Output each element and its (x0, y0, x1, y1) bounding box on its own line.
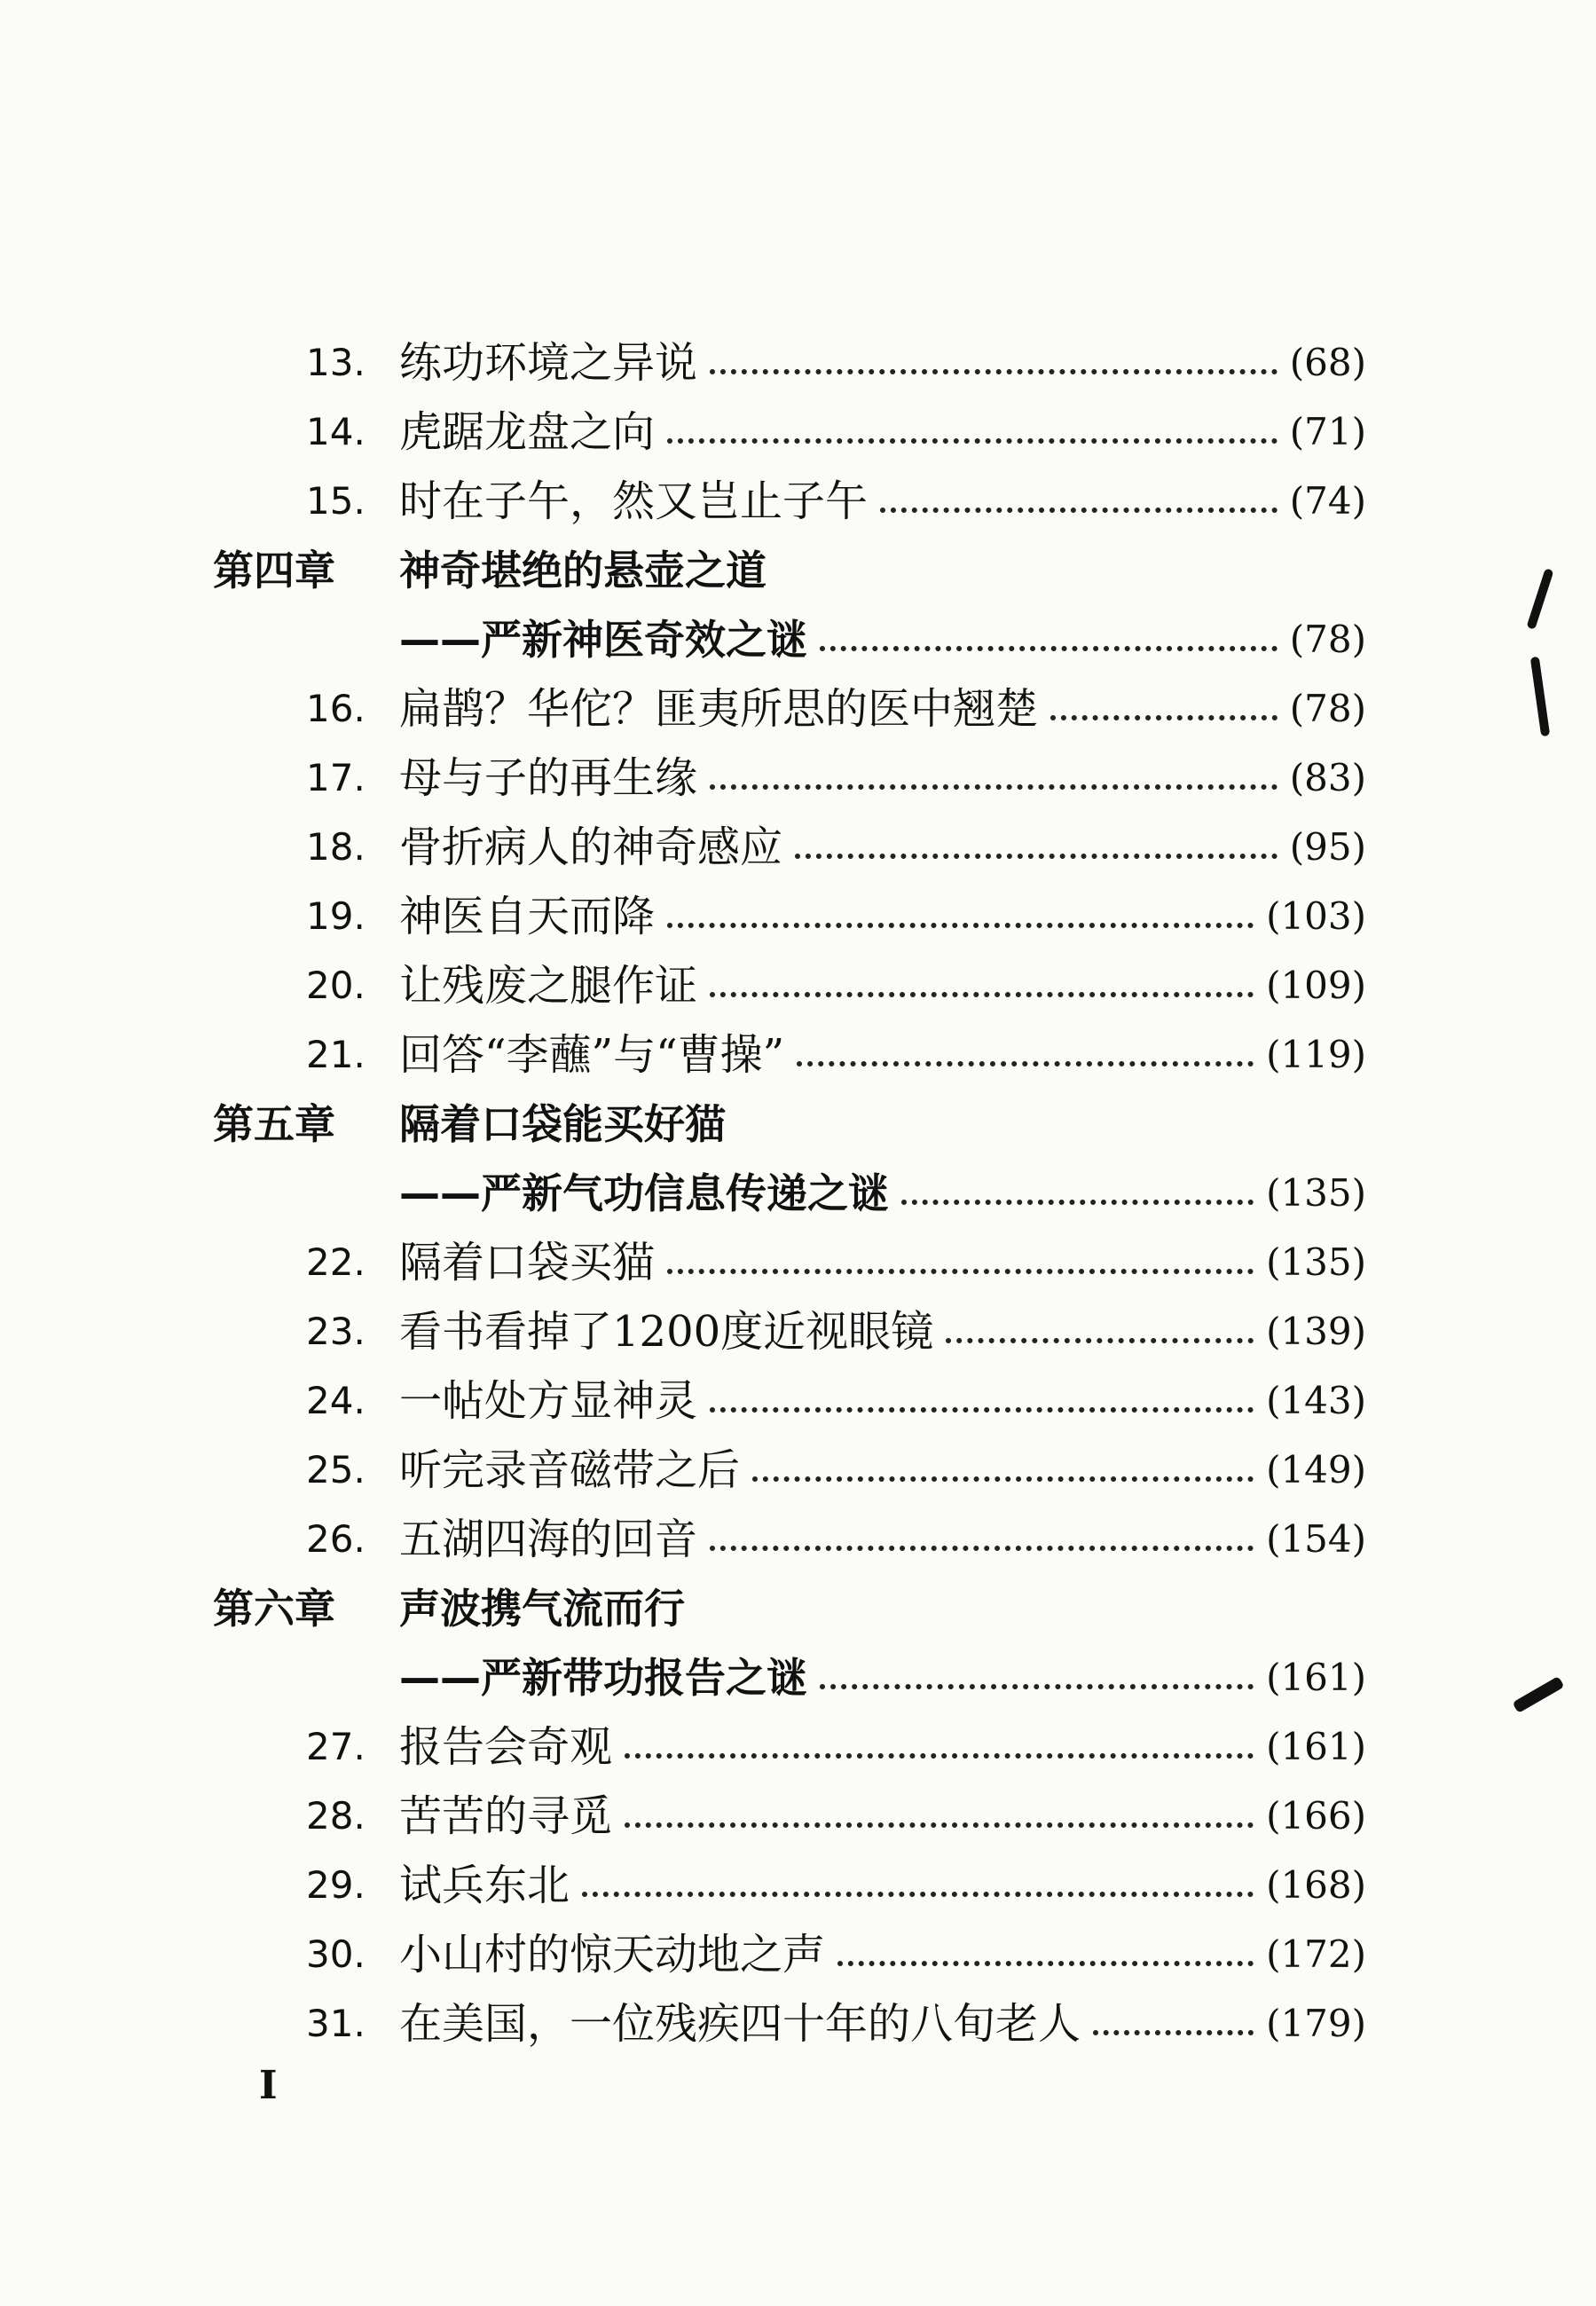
page-number: (168) (1266, 1863, 1366, 1907)
chapter-label: 第六章 (213, 1585, 335, 1633)
entry-number: 28. (306, 1794, 366, 1838)
entry-number: 15. (306, 479, 366, 523)
entry-number: 20. (306, 964, 366, 1007)
entry-number: 26. (306, 1517, 366, 1561)
toc-entry (213, 467, 1366, 536)
entry-title: 时在子午，然又岂止子午 (399, 476, 869, 526)
page-number: (172) (1266, 1932, 1366, 1976)
chapter-subtitle: ——严新带功报告之谜 (399, 1654, 807, 1702)
dot-leader (1093, 2023, 1254, 2035)
entry-title-line (399, 1090, 1366, 1159)
dot-leader (667, 431, 1278, 444)
entry-title-line (399, 1643, 1366, 1712)
toc-entry (213, 1505, 1366, 1574)
entry-title-line (399, 1920, 1366, 1989)
page-number: (74) (1289, 479, 1366, 523)
entry-title-line (399, 1782, 1366, 1851)
entry-title-line (399, 397, 1366, 467)
page-number: (166) (1266, 1794, 1366, 1838)
entry-number: 27. (306, 1725, 366, 1768)
dot-leader (946, 1331, 1254, 1343)
dot-leader (837, 1954, 1254, 1966)
entry-title: 试兵东北 (399, 1861, 570, 1910)
toc-entry (213, 1436, 1366, 1505)
dot-leader (797, 1054, 1254, 1066)
entry-title-line (399, 1228, 1366, 1297)
entry-title: 报告会奇观 (399, 1722, 613, 1772)
page-number: (135) (1266, 1171, 1366, 1215)
toc-chapter-heading (213, 536, 1366, 605)
entry-title-line (399, 1574, 1366, 1643)
toc-entry (213, 813, 1366, 882)
dot-leader (625, 1746, 1254, 1759)
scan-edge-mark (1530, 657, 1550, 737)
entry-title: 神医自天而降 (399, 892, 656, 941)
entry-title-line (399, 605, 1366, 674)
toc-entry (213, 1782, 1366, 1851)
entry-number: 29. (306, 1863, 366, 1907)
entry-title: 五湖四海的回音 (399, 1515, 698, 1564)
chapter-title: 隔着口袋能买好猫 (399, 1100, 726, 1148)
dot-leader (667, 916, 1254, 928)
entry-number: 23. (306, 1310, 366, 1353)
dot-leader (667, 1262, 1254, 1274)
page-number: (179) (1266, 2002, 1366, 2045)
toc-chapter-subtitle (213, 1643, 1366, 1712)
page-number: (135) (1266, 1240, 1366, 1284)
dot-leader (820, 1677, 1254, 1689)
scan-edge-mark (1513, 1676, 1565, 1713)
entry-title: 看书看掉了1200度近视眼镜 (399, 1307, 934, 1357)
dot-leader (710, 777, 1278, 790)
entry-title: 扁鹊？华佗？匪夷所思的医中翘楚 (399, 684, 1039, 734)
entry-number: 30. (306, 1932, 366, 1976)
entry-number: 18. (306, 825, 366, 869)
entry-title: 一帖处方显神灵 (399, 1376, 698, 1426)
entry-title-line (399, 1436, 1366, 1505)
toc-chapter-subtitle (213, 1159, 1366, 1228)
chapter-title: 声波携气流而行 (399, 1585, 685, 1633)
toc-entry (213, 744, 1366, 813)
toc-entry (213, 1228, 1366, 1297)
chapter-label: 第四章 (213, 547, 335, 594)
page-number: (78) (1289, 687, 1366, 730)
toc-entry (213, 951, 1366, 1020)
toc-entry (213, 1851, 1366, 1920)
entry-title-line (399, 1297, 1366, 1366)
dot-leader (1050, 708, 1278, 720)
page-number: (161) (1266, 1725, 1366, 1768)
chapter-label: 第五章 (213, 1100, 335, 1148)
chapter-subtitle: ——严新气功信息传递之谜 (399, 1169, 889, 1217)
entry-number: 16. (306, 687, 366, 730)
entry-title: 小山村的惊天动地之声 (399, 1930, 826, 1979)
toc-entry (213, 674, 1366, 744)
entry-title-line (399, 1989, 1366, 2058)
entry-title: 在美国，一位残疾四十年的八旬老人 (399, 1999, 1081, 2049)
page-number: (78) (1289, 618, 1366, 661)
page-number: (143) (1266, 1379, 1366, 1422)
chapter-subtitle: ——严新神医奇效之谜 (399, 616, 807, 664)
dot-leader (795, 846, 1278, 859)
toc-entry (213, 882, 1366, 951)
entry-title-line (399, 328, 1366, 397)
entry-title-line (399, 467, 1366, 536)
toc-entry (213, 1366, 1366, 1436)
entry-title-line (399, 813, 1366, 882)
entry-number: 31. (306, 2002, 366, 2045)
entry-title-line (399, 1712, 1366, 1782)
entry-number: 14. (306, 410, 366, 453)
toc-chapter-subtitle (213, 605, 1366, 674)
entry-title: 虎踞龙盘之向 (399, 407, 656, 457)
dot-leader (901, 1192, 1254, 1205)
dot-leader (625, 1815, 1254, 1828)
page-number: (149) (1266, 1448, 1366, 1491)
chapter-title: 神奇堪绝的悬壶之道 (399, 547, 767, 594)
entry-number: 17. (306, 756, 366, 799)
entry-title-line (399, 1159, 1366, 1228)
page-number: (71) (1289, 410, 1366, 453)
entry-title: 让残废之腿作证 (399, 961, 698, 1011)
entry-number: 13. (306, 341, 366, 384)
page-number: (68) (1289, 341, 1366, 384)
entry-title-line (399, 1505, 1366, 1574)
entry-title-line (399, 951, 1366, 1020)
entry-title: 骨折病人的神奇感应 (399, 822, 783, 872)
entry-title-line (399, 882, 1366, 951)
entry-number: 25. (306, 1448, 366, 1491)
entry-number: 19. (306, 894, 366, 938)
page-number: (161) (1266, 1656, 1366, 1699)
toc-entry (213, 1297, 1366, 1366)
scan-edge-mark (1526, 568, 1553, 630)
entry-title-line (399, 744, 1366, 813)
entry-title-line (399, 1366, 1366, 1436)
dot-leader (710, 1400, 1254, 1413)
page-number: (103) (1266, 894, 1366, 938)
entry-number: 24. (306, 1379, 366, 1422)
toc-chapter-heading (213, 1574, 1366, 1643)
dot-leader (710, 985, 1254, 997)
toc-entry (213, 1920, 1366, 1989)
page-number: (154) (1266, 1517, 1366, 1561)
entry-number: 22. (306, 1240, 366, 1284)
page-number: (119) (1266, 1033, 1366, 1076)
table-of-contents (213, 328, 1366, 2058)
entry-title: 母与子的再生缘 (399, 753, 698, 803)
page-number: (83) (1289, 756, 1366, 799)
dot-leader (752, 1469, 1254, 1482)
toc-entry (213, 1020, 1366, 1090)
dot-leader (582, 1885, 1254, 1897)
dot-leader (710, 1539, 1254, 1551)
dot-leader (880, 500, 1278, 513)
toc-chapter-heading (213, 1090, 1366, 1159)
toc-entry (213, 1712, 1366, 1782)
dot-leader (710, 362, 1278, 374)
entry-title-line (399, 1020, 1366, 1090)
page-number: (139) (1266, 1310, 1366, 1353)
entry-number: 21. (306, 1033, 366, 1076)
entry-title: 听完录音磁带之后 (399, 1445, 741, 1495)
toc-entry (213, 328, 1366, 397)
toc-entry (213, 397, 1366, 467)
page-folio: I (259, 2063, 278, 2108)
page-number: (95) (1289, 825, 1366, 869)
entry-title: 回答“李蘸”与“曹操” (399, 1030, 785, 1080)
toc-entry (213, 1989, 1366, 2058)
entry-title-line (399, 674, 1366, 744)
entry-title: 练功环境之异说 (399, 338, 698, 388)
entry-title-line (399, 1851, 1366, 1920)
dot-leader (820, 639, 1278, 651)
entry-title: 隔着口袋买猫 (399, 1238, 656, 1287)
page-number: (109) (1266, 964, 1366, 1007)
entry-title: 苦苦的寻觅 (399, 1791, 613, 1841)
entry-title-line (399, 536, 1366, 605)
